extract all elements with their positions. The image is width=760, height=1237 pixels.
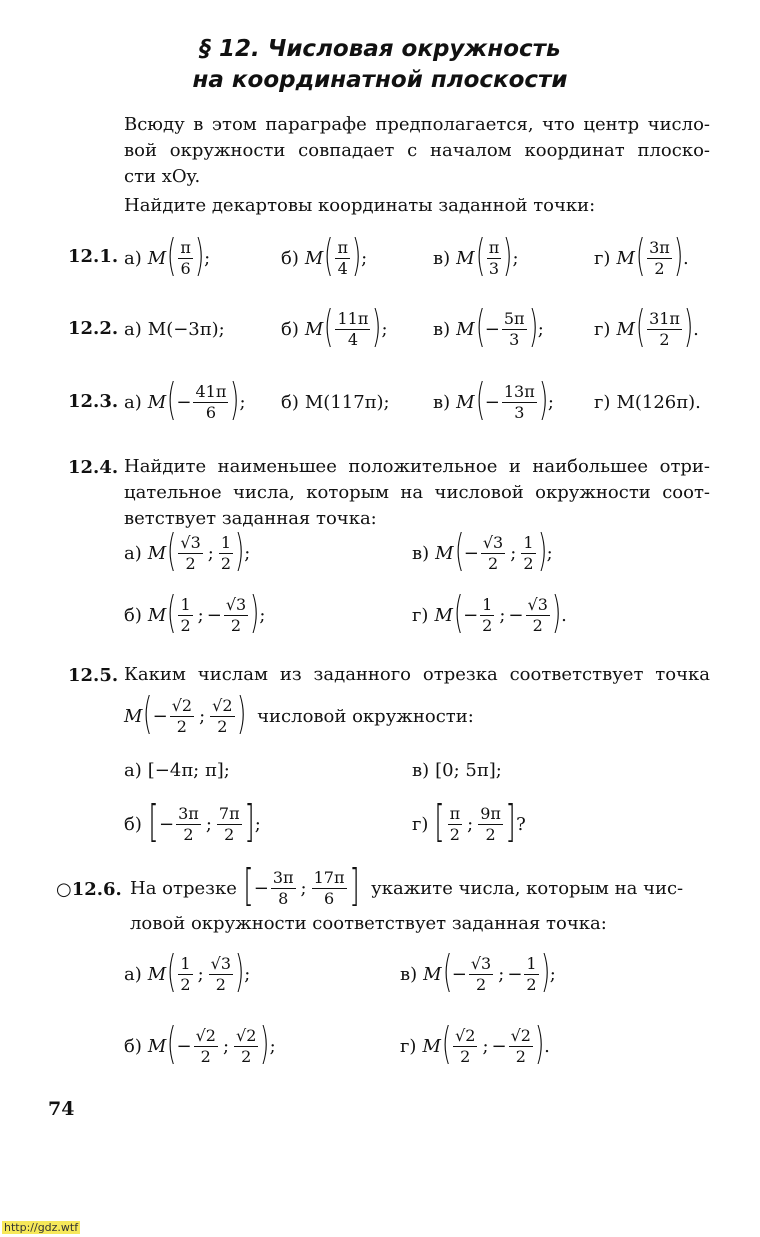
point-symbol: M: [435, 542, 454, 564]
fraction: $\frac{√3}{2}$: [210, 953, 232, 994]
problem-12-5-b: б) [ − $\frac{3\pi}{2}$ ; $\frac{7\pi}{2}$ ] ;: [124, 796, 261, 847]
intro-paragraph: [124, 112, 710, 190]
text-line: Каким числам из заданного отрезка соответствует точка: [124, 664, 710, 685]
task-instruction: Найдите декартовы координаты заданной точки:: [124, 195, 596, 216]
problem-12-4-b: б) M ( $\frac{1}{2}$ ; − $\frac{√3}{2}$ ) ;: [124, 587, 266, 638]
point-symbol: M: [147, 247, 167, 269]
option-label: в): [433, 318, 451, 340]
problem-12-3-b: [281, 372, 390, 432]
problem-12-5-a: [124, 740, 230, 800]
problem-12-4-g: г) M ( − $\frac{1}{2}$ ; − $\frac{√3}{2}$ ) .: [412, 587, 567, 638]
fraction: $\frac{1}{2}$: [523, 532, 534, 573]
option-label: а): [124, 247, 142, 269]
text-line: числовой окружности:: [257, 705, 474, 727]
option-label: в): [412, 759, 430, 781]
option-label: г): [400, 1035, 417, 1057]
point-symbol: M: [304, 247, 324, 269]
fraction: $\frac{√2}{2}$: [171, 695, 193, 736]
option-label: в): [412, 542, 430, 564]
option-label: а): [124, 963, 142, 985]
point-symbol: M: [456, 247, 475, 269]
page-number: 74: [48, 1098, 75, 1120]
point-expression: M(117π);: [304, 391, 390, 413]
problem-12-6-a: а) M ( $\frac{1}{2}$ ; $\frac{√3}{2}$ ) ;: [124, 946, 251, 997]
text-line: ветствует заданная точка:: [124, 508, 377, 529]
point-symbol: M: [147, 1035, 167, 1057]
problem-12-5-line1: [124, 662, 710, 688]
fraction: $\frac{31\pi}{2}$: [649, 308, 680, 349]
point-symbol: M: [147, 604, 167, 626]
intro-line: сти xOy.: [124, 166, 201, 187]
fraction: $\frac{√2}{2}$: [455, 1025, 476, 1066]
problem-12-6-b: б) M ( − $\frac{√2}{2}$ ; $\frac{√2}{2}$ ) ;: [124, 1018, 276, 1069]
fraction: $\frac{\pi}{4}$: [337, 237, 348, 278]
problem-12-5-g: г) [ $\frac{\pi}{2}$ ; $\frac{9\pi}{2}$ ] ?: [412, 796, 526, 847]
fraction: $\frac{3\pi}{2}$: [178, 803, 199, 844]
point-symbol: M: [304, 318, 324, 340]
problem-number: 12.2.: [68, 318, 119, 339]
problem-number: 12.1.: [68, 246, 119, 267]
problem-12-4-a: а) M ( $\frac{√3}{2}$ ; $\frac{1}{2}$ ) ;: [124, 525, 251, 576]
section-title-line2: на координатной плоскости: [192, 67, 568, 93]
point-symbol: M: [147, 963, 167, 985]
text-line: Найдите наименьшее положительное и наибольшее отри-: [124, 456, 710, 477]
problem-12-6-line2: ловой окружности соответствует заданная точка:: [130, 913, 607, 934]
fraction: $\frac{7\pi}{2}$: [218, 803, 240, 844]
option-label: г): [594, 247, 611, 269]
problem-number: ○12.6.: [56, 879, 122, 900]
point-expression: M(126π).: [616, 391, 701, 413]
option-label: б): [281, 391, 299, 413]
option-label: г): [594, 318, 611, 340]
option-label: г): [412, 604, 429, 626]
point-symbol: M: [434, 604, 453, 626]
problem-12-4-v: в) M ( − $\frac{√3}{2}$ ; $\frac{1}{2}$ ) ;: [412, 525, 553, 576]
section-title-line1: § 12. Числовая окружность: [199, 36, 561, 62]
text-line: цательное числа, которым на числовой окружности соот-: [124, 482, 710, 503]
problem-12-2-b: б) M ( $\frac{11\pi}{4}$ ) ;: [281, 301, 388, 352]
fraction: $\frac{√3}{2}$: [225, 594, 247, 635]
watermark-link[interactable]: http://gdz.wtf: [4, 1221, 79, 1234]
option-label: б): [124, 604, 142, 626]
point-symbol: M: [147, 542, 167, 564]
fraction: $\frac{√2}{2}$: [195, 1025, 216, 1066]
problem-number: 12.4.: [68, 457, 119, 478]
option-label: а): [124, 542, 142, 564]
problem-12-1-b: б) M ( $\frac{\pi}{4}$ ) ;: [281, 230, 368, 281]
point-symbol: M: [616, 247, 635, 269]
fraction: $\frac{√3}{2}$: [527, 594, 548, 635]
problem-number: 12.3.: [68, 391, 119, 412]
fraction: $\frac{1}{2}$: [220, 532, 232, 573]
problem-12-1-v: в) M ( $\frac{\pi}{3}$ ) ;: [433, 230, 519, 281]
segment-expression: [0; 5π];: [435, 759, 502, 781]
fraction: $\frac{9\pi}{2}$: [480, 803, 501, 844]
fraction: $\frac{13\pi}{3}$: [503, 381, 535, 422]
fraction: $\frac{17\pi}{6}$: [313, 867, 345, 908]
problem-12-1-g: г) M ( $\frac{3\pi}{2}$ ) .: [594, 230, 689, 281]
option-label: б): [124, 1035, 142, 1057]
fraction: $\frac{\pi}{3}$: [488, 237, 500, 278]
text-fragment: На отрезке: [130, 877, 237, 899]
fraction: $\frac{1}{2}$: [180, 953, 191, 994]
point-symbol: M: [456, 318, 475, 340]
problem-12-2-a: [124, 299, 225, 359]
problem-12-6-g: г) M ( $\frac{√2}{2}$ ; − $\frac{√2}{2}$ ) .: [400, 1018, 550, 1069]
fraction: $\frac{41\pi}{6}$: [195, 381, 227, 422]
option-label: а): [124, 391, 142, 413]
problem-12-6-v: в) M ( − $\frac{√3}{2}$ ; − $\frac{1}{2}$ ) ;: [400, 946, 556, 997]
problem-12-2-g: г) M ( $\frac{31\pi}{2}$ ) .: [594, 301, 699, 352]
segment-expression: [−4π; π];: [147, 759, 230, 781]
point-symbol: M: [616, 318, 635, 340]
fraction: $\frac{3\pi}{2}$: [649, 237, 670, 278]
problem-12-5-v: [412, 740, 502, 800]
problem-12-3-v: в) M ( − $\frac{13\pi}{3}$ ) ;: [433, 374, 554, 425]
point-symbol: M: [147, 391, 167, 413]
fraction: $\frac{1}{2}$: [180, 594, 191, 635]
problem-12-1-a: а) M ( $\frac{\pi}{6}$ ) ;: [124, 230, 211, 281]
option-label: в): [400, 963, 418, 985]
intro-line: вой окружности совпадает с началом координат плоско-: [124, 140, 710, 161]
option-label: а): [124, 759, 142, 781]
problem-12-5-point: M ( − $\frac{√2}{2}$ ; $\frac{√2}{2}$ ) числовой окружности:: [124, 688, 474, 739]
option-label: в): [433, 391, 451, 413]
problem-12-4-text: [124, 454, 710, 532]
problem-12-3-g: [594, 372, 701, 432]
option-label: г): [594, 391, 611, 413]
point-symbol: M: [422, 1035, 441, 1057]
option-label: г): [412, 813, 429, 835]
fraction: $\frac{1}{2}$: [526, 953, 537, 994]
problem-12-6-line1: На отрезке [ − $\frac{3\pi}{8}$ ; $\frac{17\pi}{6}$ ] укажите числа, которым на чис-: [130, 860, 684, 911]
option-label: б): [124, 813, 142, 835]
fraction: $\frac{11\pi}{4}$: [337, 308, 369, 349]
fraction: $\frac{1}{2}$: [482, 594, 493, 635]
option-label: б): [281, 318, 299, 340]
problem-12-2-v: в) M ( − $\frac{5\pi}{3}$ ) ;: [433, 301, 544, 352]
option-label: в): [433, 247, 451, 269]
fraction: $\frac{√3}{2}$: [180, 532, 201, 573]
option-label: б): [281, 247, 299, 269]
intro-line: Всюду в этом параграфе предполагается, что центр число-: [124, 114, 710, 135]
fraction: $\frac{√3}{2}$: [482, 532, 504, 573]
problem-number: 12.5.: [68, 665, 119, 686]
fraction: $\frac{√2}{2}$: [236, 1025, 257, 1066]
problem-12-3-a: а) M ( − $\frac{41\pi}{6}$ ) ;: [124, 374, 246, 425]
option-label: а): [124, 318, 142, 340]
fraction: $\frac{√2}{2}$: [212, 695, 233, 736]
point-symbol: M: [423, 963, 442, 985]
text-fragment: укажите числа, которым на чис-: [371, 877, 684, 899]
fraction: $\frac{√2}{2}$: [510, 1025, 531, 1066]
fraction: $\frac{√3}{2}$: [470, 953, 492, 994]
fraction: $\frac{\pi}{2}$: [449, 803, 461, 844]
fraction: $\frac{3\pi}{8}$: [272, 867, 294, 908]
point-symbol: M: [124, 705, 143, 727]
point-expression: M(−3π);: [147, 318, 225, 340]
point-symbol: M: [456, 391, 475, 413]
fraction: $\frac{5\pi}{3}$: [503, 308, 525, 349]
fraction: $\frac{\pi}{6}$: [180, 237, 191, 278]
